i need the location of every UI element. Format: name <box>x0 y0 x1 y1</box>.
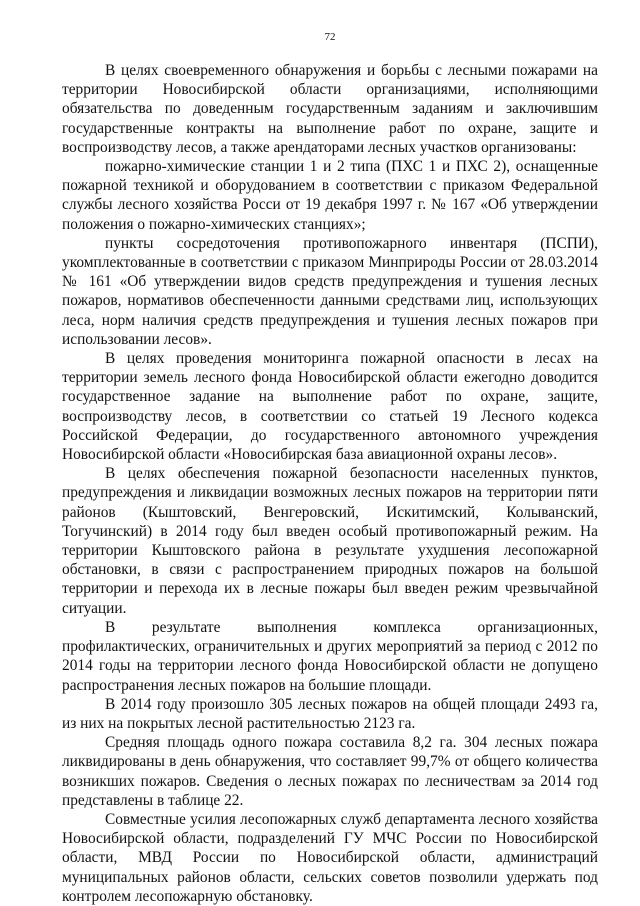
paragraph-2: пожарно-химические станции 1 и 2 типа (ПХС 1 и ПХС 2), оснащенные пожарной техникой и оборудованием в соответствии с приказом Федеральной службы лесного хозяйства Росси от 19 декабря 1997 г. № 167 «Об утверждении положения о пожарно-химических станциях»; <box>62 158 598 233</box>
paragraph-7: В 2014 году произошло 305 лесных пожаров на общей площади 2493 га, из них на покрытых лесной растительностью 2123 га. <box>62 695 598 732</box>
paragraph-3: пункты сосредоточения противопожарного инвентаря (ПСПИ), укомплектованные в соответствии с приказом Минприроды России от 28.03.2014 № 161 «Об утверждении видов средств предупреждения и тушения лесных пожаров, нормативов обеспеченности данными средствами лиц, использующих леса, норм наличия средств предупреждения и тушения лесных пожаров при использовании лесов». <box>62 234 598 348</box>
paragraph-8: Средняя площадь одного пожара составила 8,2 га. 304 лесных пожара ликвидированы в день обнаружения, что составляет 99,7% от общего количества возникших пожаров. Сведения о лесных пожарах по лесничествам за 2014 год представлены в таблице 22. <box>62 734 598 809</box>
paragraph-4: В целях проведения мониторинга пожарной опасности в лесах на территории земель лесного фонда Новосибирской области ежегодно доводится государственное задание на выполнение работ по охране, защите, воспроизводству лесов, в соответствии со статьей 19 Лесного кодекса Российской Федерации, до государственного автономного учреждения Новосибирской области «Новосибирская база авиационной охраны лесов». <box>62 350 598 464</box>
page-number: 72 <box>324 31 336 43</box>
paragraph-5: В целях обеспечения пожарной безопасности населенных пунктов, предупреждения и ликвидации возможных лесных пожаров на территории пяти районов (Кыштовский, Венгеровский, Искитимский, Колыванский, Тогучинский) в 2014 году был введен особый противопожарный режим. На территории Кыштовского района в результате ухудшения лесопожарной обстановки, в связи с распространением природных пожаров на большой территории и перехода их в лесные пожары был введен режим чрезвычайной ситуации. <box>62 465 598 617</box>
paragraph-6: В результате выполнения комплекса организационных, профилактических, ограничительных и других мероприятий за период с 2012 по 2014 годы на территории лесного фонда Новосибирской области не допущено распространения лесных пожаров на большие площади. <box>62 618 598 694</box>
paragraph-1: В целях своевременного обнаружения и борьбы с лесными пожарами на территории Новосибирской области организациями, исполняющими обязательства по доведенным государственным заданиям и заключившим государственные контракты на выполнение работ по охране, защите и воспроизводству лесов, а также арендаторами лесных участков организованы: <box>62 62 598 156</box>
paragraph-9: Совместные усилия лесопожарных служб департамента лесного хозяйства Новосибирской области, подразделений ГУ МЧС России по Новосибирской области, МВД России по Новосибирской области, администраций муниципальных районов области, сельских советов позволили удержать под контролем лесопожарную обстановку. <box>62 810 598 905</box>
